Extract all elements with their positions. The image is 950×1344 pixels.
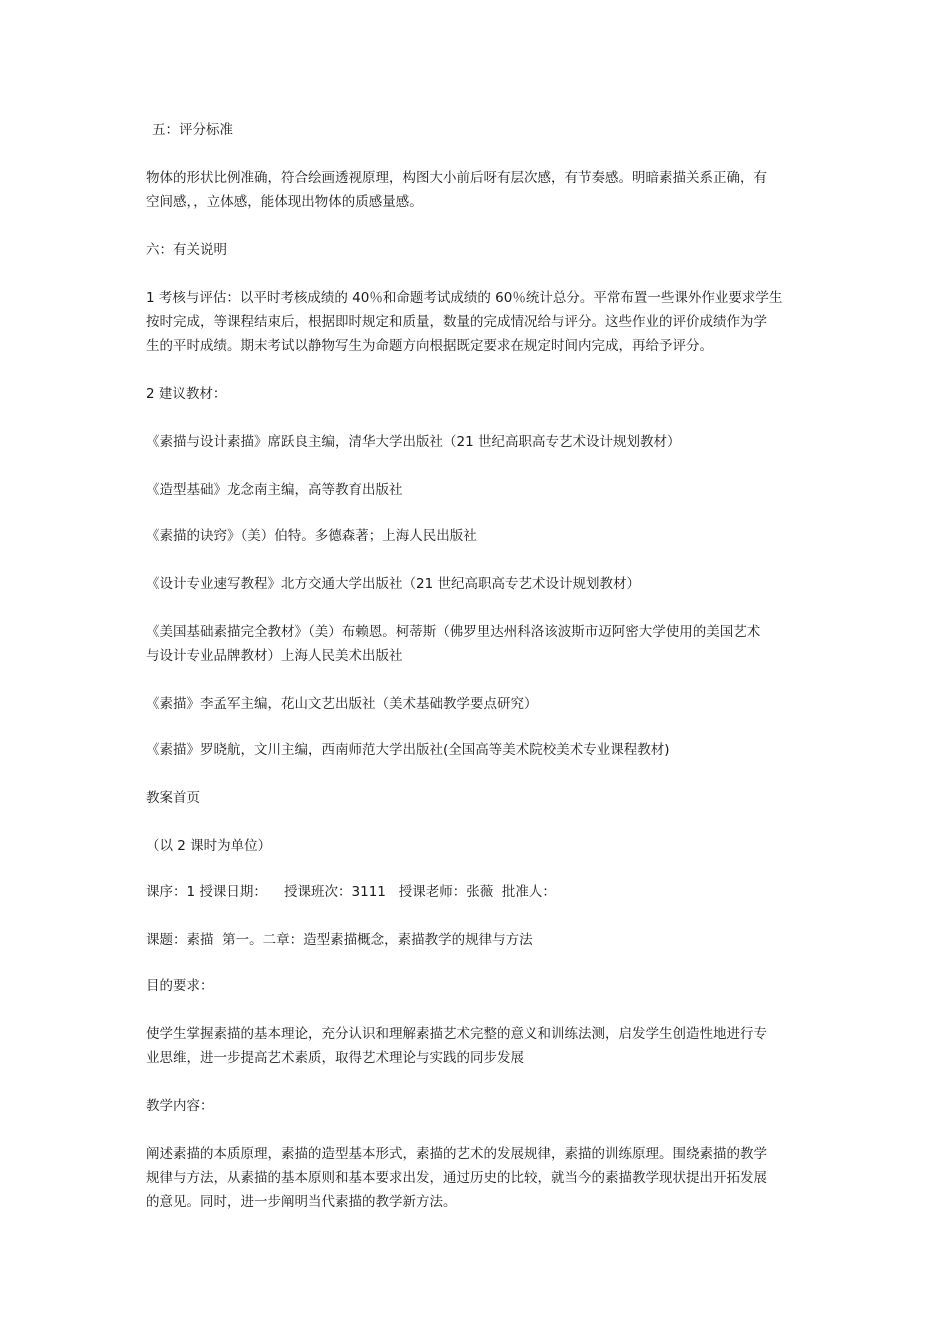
lesson-plan-unit: （以 2 课时为单位） xyxy=(146,838,272,854)
content-line-2: 规律与方法，从素描的基本原则和基本要求出发，通过历史的比较，就当今的素描教学现状提出开拓发展 xyxy=(146,1170,767,1186)
textbook-item-1: 《素描与设计素描》席跃良主编，清华大学出版社（21 世纪高职高专艺术设计规划教材） xyxy=(146,434,681,450)
lesson-plan-title: 教案首页 xyxy=(146,790,200,806)
textbook-item-5-line-1: 《美国基础素描完全教材》（美）布赖恩。柯蒂斯（佛罗里达州科洛该波斯市迈阿密大学使用的美国艺术 xyxy=(146,624,761,640)
content-heading: 教学内容： xyxy=(146,1098,214,1114)
grading-criteria-line-2: 空间感，，立体感，能体现出物体的质感量感。 xyxy=(146,194,423,210)
objective-line-2: 业思维，进一步提高艺术素质，取得艺术理论与实践的同步发展 xyxy=(146,1050,524,1066)
assessment-line-1: 1 考核与评估：以平时考核成绩的 40％和命题考试成绩的 60％统计总分。平常布置一些课外作业要求学生 xyxy=(146,290,783,306)
assessment-line-3: 生的平时成绩。期末考试以静物写生为命题方向根据既定要求在规定时间内完成，再给予评分。 xyxy=(146,338,713,354)
content-line-1: 阐述素描的本质原理，素描的造型基本形式，素描的艺术的发展规律，素描的训练原理。围绕素描的教学 xyxy=(146,1146,767,1162)
objective-heading: 目的要求： xyxy=(146,978,214,994)
objective-line-1: 使学生掌握素描的基本理论，充分认识和理解素描艺术完整的意义和训练法测，启发学生创造性地进行专 xyxy=(146,1026,767,1042)
textbook-item-7: 《素描》罗晓航，文川主编，西南师范大学出版社(全国高等美术院校美术专业课程教材) xyxy=(146,742,670,758)
assessment-line-2: 按时完成，等课程结束后，根据即时规定和质量，数量的完成情况给与评分。这些作业的评价成绩作为学 xyxy=(146,314,767,330)
section-five-heading: 五：评分标准 xyxy=(152,122,233,138)
textbooks-heading: 2 建议教材： xyxy=(146,386,227,402)
grading-criteria-line-1: 物体的形状比例准确，符合绘画透视原理，构图大小前后呀有层次感，有节奏感。明暗素描关系正确，有 xyxy=(146,170,767,186)
textbook-item-2: 《造型基础》龙念南主编，高等教育出版社 xyxy=(146,482,403,498)
textbook-item-6: 《素描》李孟军主编，花山文艺出版社（美术基础教学要点研究） xyxy=(146,696,538,712)
textbook-item-3: 《素描的诀窍》（美）伯特。多德森著；上海人民出版社 xyxy=(146,528,477,544)
textbook-item-5-line-2: 与设计专业品牌教材）上海人民美术出版社 xyxy=(146,648,403,664)
lesson-plan-info: 课序：1 授课日期： 授课班次：3111 授课老师：张薇 批准人： xyxy=(146,884,556,900)
section-six-heading: 六：有关说明 xyxy=(146,242,227,258)
content-line-3: 的意见。同时，进一步阐明当代素描的教学新方法。 xyxy=(146,1194,457,1210)
textbook-item-4: 《设计专业速写教程》北方交通大学出版社（21 世纪高职高专艺术设计规划教材） xyxy=(146,576,640,592)
lesson-plan-topic: 课题：素描 第一。二章：造型素描概念，素描教学的规律与方法 xyxy=(146,932,533,948)
